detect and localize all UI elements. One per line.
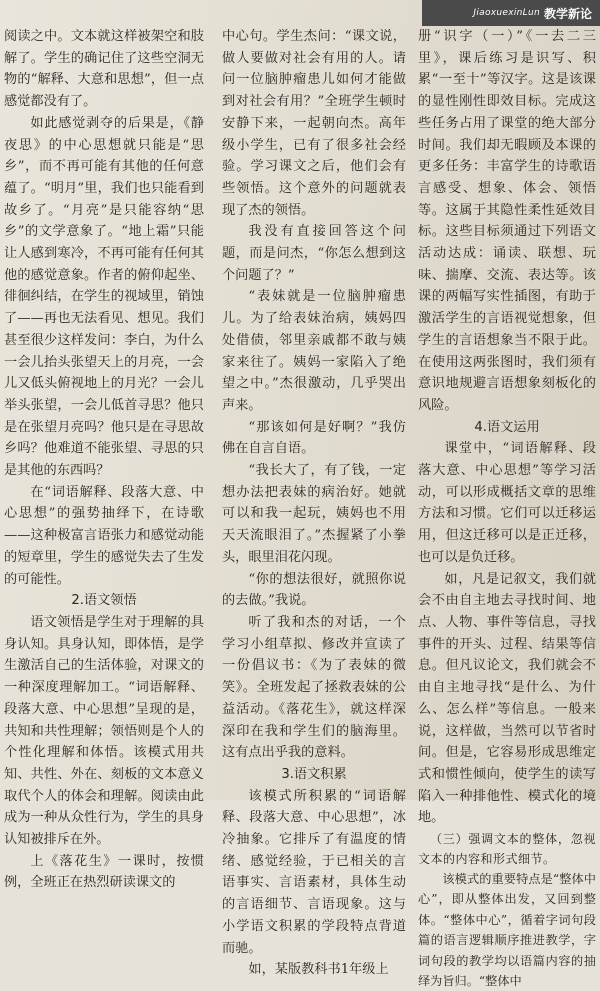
paragraph: 上《落花生》一课时，按惯例，全班正在热烈研读课文的 — [4, 853, 204, 891]
column-right — [418, 26, 596, 989]
column-middle — [222, 26, 406, 978]
paragraph: 如，某版教科书1年级上 — [248, 962, 389, 978]
paragraph: 在“词语解释、段落大意、中心思想”的强势抽绎下，在诗歌——这种极富言语张力和感觉动能的短章里，学生的感觉失去了生发的可能性。 — [4, 484, 204, 587]
paragraph: 我没有直接回答这个问题，而是问杰，“你怎么想到这个问题了？” — [222, 224, 406, 283]
section-heading: 3.语文积累 — [281, 766, 347, 782]
paragraph: “那该如何是好啊？”我仿佛在自言自语。 — [222, 419, 406, 457]
paragraph: 阅读之中。文本就这样被架空和肢解了。学生的确记住了这些空洞无物的“解释、大意和思想”，但一点感觉都没有了。 — [4, 29, 204, 110]
paragraph: “表妹就是一位脑肿瘤患儿。为了给表妹治病，姨妈四处借债，邻里亲戚都不敢与姨家来往了。姨妈一家陷入了绝望之中。”杰很激动，几乎哭出声来。 — [222, 289, 406, 413]
paragraph: 该模式的重要特点是“整体中心”，即从整体出发，又回到整体。“整体中心”，循着字词句段篇的语言逻辑顺序推进教学，字词句段的教学均以语篇内容的抽绎为旨归。“整体中 — [418, 872, 596, 989]
paragraph: 语文领悟是学生对于理解的具身认知。具身认知，即体悟，是学生激活自己的生活体验，对课文的一种深度理解加工。“词语解释、段落大意、中心思想”呈现的是，共知和共性理解；领悟则是个人的个性化理解和体悟。该模式用共知、共性、外在、刻板的文本意义取代个人的体会和理解。阅读由此成为一种从众性行为，学生的具身认知被排斥在外。 — [4, 614, 204, 848]
section-heading: 4.语文运用 — [474, 419, 540, 435]
paragraph: 如，凡是记叙文，我们就会不由自主地去寻找时间、地点、人物、事件等信息，寻找事件的开头、过程、结果等信息。但凡议论文，我们就会不由自主地寻找“是什么、为什么、怎么样”等信息。一般来说，这样做，当然可以节省时间。但是，它容易形成思维定式和惯性倾向，使学生的读写陷入一种排他性、模式化的境地。 — [418, 571, 596, 826]
section-heading: 2.语文领悟 — [71, 593, 137, 609]
journal-header — [422, 0, 600, 26]
paragraph: 该模式所积累的“词语解释、段落大意、中心思想”，冰冷抽象。它排斥了有温度的情绪、感觉经验，于已相关的言语事实、言语素材，具体生动的言语细节、言语现象。这与小学语文积累的学段特点背道而驰。 — [222, 788, 406, 956]
paragraph: 如此感觉剥夺的后果是，《静夜思》的中心思想就只能是“思乡”，而不再可能有其他的任何意蕴了。“明月”里，我们也只能看到故乡了。“月亮”是只能容纳“思乡”的文学意象了。“地上霜”只能让人感到寒冷，不再可能有任何其他的感觉意象。作者的俯仰起坐、徘徊纠结，在学生的视域里，销蚀了——再也无法看见、想见。我们甚至很少这样发问：李白，为什么一会儿抬头张望天上的月亮，一会儿又低头俯视地上的月光？一会儿举头张望，一会儿低首寻思？他只是在张望月亮吗？他只是在寻思故乡吗？他难道不能张望、寻思的只是其他的东西吗？ — [4, 115, 204, 479]
paragraph: 课堂中，“词语解释、段落大意、中心思想”等学习活动，可以形成概括文章的思维方法和习惯。它们可以迁移运用，但这迁移可以是正迁移，也可以是负迁移。 — [418, 441, 596, 565]
column-left — [4, 26, 204, 891]
paragraph: 中心句。学生杰问：“课文说，做人要做对社会有用的人。请问一位脑肿瘤患儿如何才能做到对社会有用？”全班学生顿时安静下来，一起朝向杰。高年级小学生，已有了很多社会经验。学习课文之后，他们会有些领悟。这个意外的问题就表现了杰的领悟。 — [222, 29, 406, 218]
header-title: 教学新论 — [543, 6, 592, 21]
paragraph: “我长大了，有了钱，一定想办法把表妹的病治好。她就可以和我一起玩，姨妈也不用天天流眼泪了。”杰握紧了小拳头，眼里泪花闪现。 — [222, 463, 406, 565]
subsection-heading: （三）强调文本的整体，忽视文本的内容和形式细节。 — [418, 832, 596, 867]
paragraph: 册“识字（一）”《一去二三里》，课后练习是识写、积累“一至十”等汉字。这是该课的显性刚性即效目标。完成这些任务占用了课堂的绝大部分时间。我们却无暇顾及本课的更多任务：丰富学生的诗歌语言感受、想象、体会、领悟等。这属于其隐性柔性延效目标。这些目标须通过下列语文活动达成：诵读、联想、玩味、揣摩、交流、表达等。该课的两幅写实性插图，有助于激活学生的言语视觉想象，但学生的言语想象当不限于此。在使用这两张图时，我们须有意识地规避言语想象刻板化的风险。 — [418, 29, 596, 413]
header-pinyin: JiaoxuexinLun — [473, 8, 540, 18]
paragraph: 听了我和杰的对话，一个学习小组草拟、修改并宣读了一份倡议书：《为了表妹的微笑》。全班发起了拯救表妹的公益活动。《落花生》，就这样深深印在我和学生们的脑海里。这有点出乎我的意料。 — [222, 614, 406, 761]
paragraph: “你的想法很好，就照你说的去做。”我说。 — [222, 571, 406, 609]
